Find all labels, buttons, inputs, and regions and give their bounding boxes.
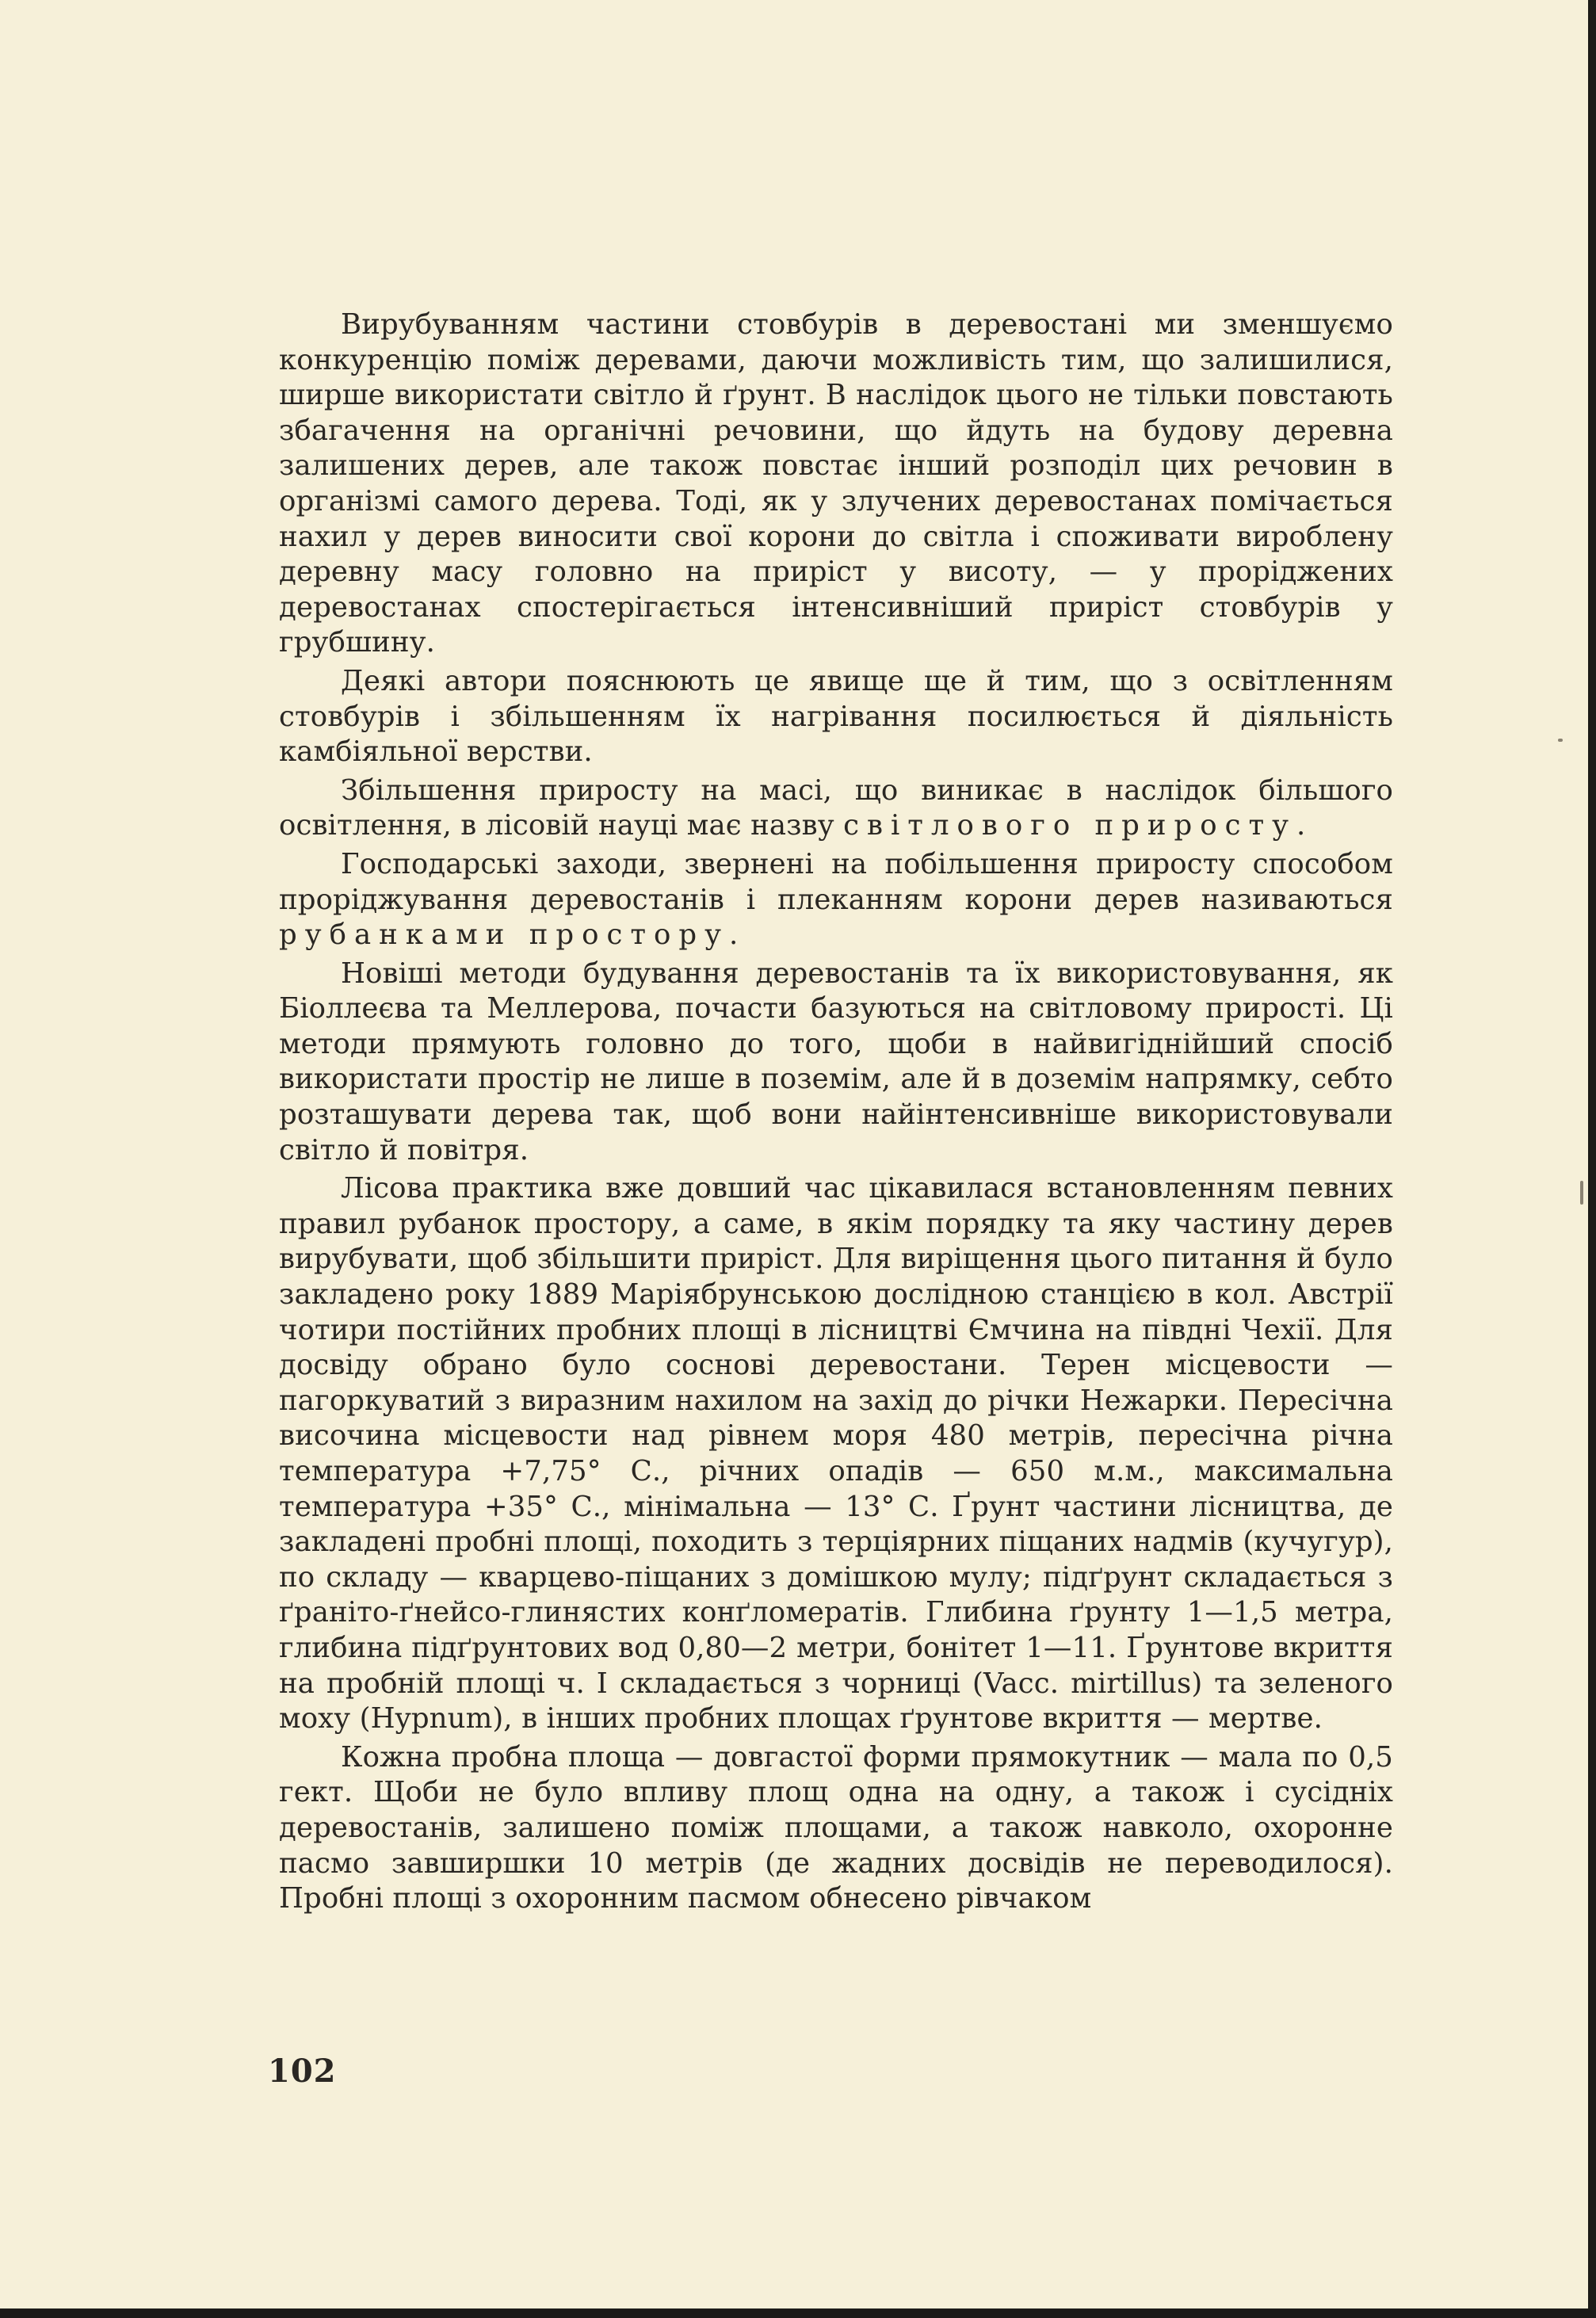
paragraph-thinning: Вирубуванням частини стовбурів в деревостані ми зменшуємо конкуренцію поміж деревами, даючи можливість тим, що залишилися, ширше використати світло й ґрунт. В наслідок цього не тільки повстають збагачення на органічні речовини, що йдуть на будову деревна залишених дерев, але також повстає інший розподіл цих речовин в організмі самого дерева. Тоді, як у злучених деревостанах помічається нахил у дерев виносити свої корони до світла і споживати вироблену деревну масу головно на приріст у висоту, — у проріджених деревостанах спостерігається інтенсивніший приріст стовбурів у грубшину. xyxy=(279,308,1393,659)
body-text xyxy=(279,307,1393,1920)
paragraph-new-methods: Новіші методи будування деревостанів та їх використовування, як Біоллеєва та Меллерова, почасти базуються на світловому прирості. Ці методи прямують головно до того, щоби в найвигіднійший спосіб використати простір не лише в поземім, але й в доземім напрямку, себто розташувати дерева так, щоб вони найінтенсивніше використовували світло й повітря. xyxy=(279,957,1393,1167)
scan-edge-bottom xyxy=(0,2308,1596,2318)
paragraph-light-increment xyxy=(279,773,1393,844)
term-space-cuttings: рубанками простору xyxy=(279,918,729,952)
paragraph-trial-plots: Кожна пробна площа — довгастої форми прямокутник — мала по 0,5 гект. Щоби не було впливу площ одна на одну, а також і сусідніх деревостанів, залишено поміж площами, а також навколо, охоронне пасмо завширшки 10 метрів (де жадних досвідів не переводилося). Пробні площі з охоронним пасмом обнесено рівчаком xyxy=(279,1740,1393,1915)
page-number: 102 xyxy=(268,2053,337,2090)
paragraph-authors: Деякі автори пояснюють це явище ще й тим, що з освітленням стовбурів і збільшенням їх нагрівання посилюється й діяльність камбіяльної верстви. xyxy=(279,664,1393,769)
margin-tick xyxy=(1580,1181,1583,1205)
paragraph-forest-practice: Лісова практика вже довший час цікавилася встановленням певних правил рубанок простору, а саме, в якім порядку та яку частину дерев вирубувати, щоб збільшити приріст. Для виріщення цього питання й було закладено року 1889 Маріябрунською дослідною станцією в кол. Австрії чотири постійних пробних площі в лісництві Ємчина на півдні Чехії. Для досвіду обрано було соснові деревостани. Терен місцевости — пагоркуватий з виразним нахилом на захід до річки Нежарки. Пересічна височина місцевости над рівнем моря 480 метрів, пересічна річна температура +7,75° С., річних опадів — 650 м.м., максимальна температура +35° С., мінімальна — 13° С. Ґрунт частини лісництва, де закладені пробні площі, походить з терціярних піщаних надмів (кучугур), по складу — кварцево-піщаних з домішкою мулу; підґрунт складається з ґраніто-ґнейсо-глинястих конґломератів. Глибина ґрунту 1—1,5 метра, глибина підґрунтових вод 0,80—2 метри, бонітет 1—11. Ґрунтове вкриття на пробній площі ч. I складається з чорниці (Vacc. mirtillus) та зеленого моху (Hypnum), в інших пробних площах ґрунтове вкриття — мертве. xyxy=(279,1172,1393,1736)
paragraph-space-cuttings-lead: Господарські заходи, звернені на побільшення приросту способом проріджування деревостанів і плеканням корони дерев називаються xyxy=(279,847,1393,916)
paragraph-light-increment-lead: Збільшення приросту на масі, що виникає в наслідок більшого освітлення, в лісовій науці має назву xyxy=(279,773,1393,842)
paragraph-light-increment-tail: . xyxy=(1296,809,1306,842)
paragraph-space-cuttings xyxy=(279,847,1393,953)
margin-speck xyxy=(1558,739,1563,742)
term-light-increment: світлового приросту xyxy=(843,809,1297,842)
scan-edge-right xyxy=(1588,0,1596,2318)
paragraph-space-cuttings-tail: . xyxy=(729,918,739,952)
